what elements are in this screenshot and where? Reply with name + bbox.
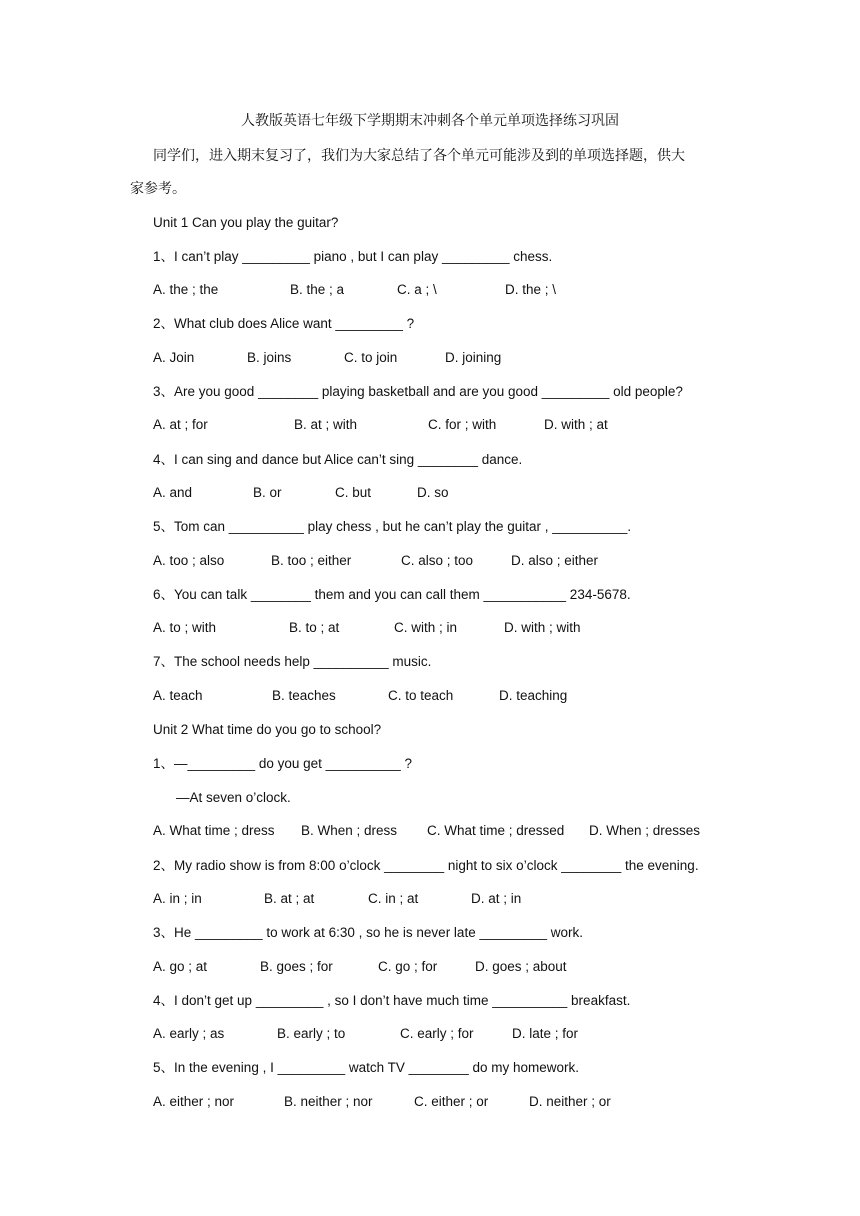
option-a: A. What time ; dress xyxy=(153,823,275,838)
unit2-heading: Unit 2 What time do you go to school? xyxy=(153,722,382,737)
option-c: C. also ; too xyxy=(401,553,474,568)
option-a: A. Join xyxy=(153,350,195,365)
option-b: B. too ; either xyxy=(271,553,352,568)
option-b: B. joins xyxy=(247,350,292,365)
option-c: C. either ; or xyxy=(414,1094,489,1109)
option-a: A. teach xyxy=(153,688,203,703)
option-b: B. When ; dress xyxy=(301,823,398,838)
option-d: D. teaching xyxy=(499,688,568,703)
option-c: C. a ; \ xyxy=(397,282,437,297)
option-c: C. in ; at xyxy=(368,891,419,906)
option-a: A. to ; with xyxy=(153,620,217,635)
option-b: B. neither ; nor xyxy=(284,1094,373,1109)
option-c: C. What time ; dressed xyxy=(427,823,565,838)
option-d: D. with ; at xyxy=(544,417,608,432)
option-d: D. goes ; about xyxy=(475,959,567,974)
question-text: 3、He _________ to work at 6:30 , so he is never late _________ work. xyxy=(153,925,584,940)
option-c: C. to join xyxy=(344,350,398,365)
option-d: D. neither ; or xyxy=(529,1094,611,1109)
dialogue-answer: —At seven o’clock. xyxy=(176,790,291,805)
option-d: D. the ; \ xyxy=(505,282,557,297)
question-text: 1、I can’t play _________ piano , but I can play _________ chess. xyxy=(153,249,553,264)
option-d: D. at ; in xyxy=(471,891,522,906)
option-a: A. and xyxy=(153,485,193,500)
intro-line-1: 同学们，进入期末复习了，我们为大家总结了各个单元可能涉及到的单项选择题，供大 xyxy=(153,148,685,164)
unit1-heading: Unit 1 Can you play the guitar? xyxy=(153,215,339,230)
question-text: 4、I can sing and dance but Alice can’t sing ________ dance. xyxy=(153,452,523,467)
option-c: C. for ; with xyxy=(428,417,497,432)
option-b: B. early ; to xyxy=(277,1026,346,1041)
question-text: 5、In the evening , I _________ watch TV ________ do my homework. xyxy=(153,1060,580,1075)
option-a: A. in ; in xyxy=(153,891,202,906)
question-text: 2、What club does Alice want _________ ? xyxy=(153,316,415,331)
option-a: A. early ; as xyxy=(153,1026,225,1041)
question-text: 1、—_________ do you get __________ ? xyxy=(153,756,412,771)
option-d: D. When ; dresses xyxy=(589,823,701,838)
option-b: B. to ; at xyxy=(289,620,340,635)
document-title: 人教版英语七年级下学期期末冲刺各个单元单项选择练习巩固 xyxy=(241,113,619,129)
option-b: B. the ; a xyxy=(290,282,345,297)
option-a: A. too ; also xyxy=(153,553,225,568)
option-d: D. also ; either xyxy=(511,553,599,568)
question-text: 4、I don’t get up _________ , so I don’t have much time __________ breakfast. xyxy=(153,993,631,1008)
option-b: B. at ; with xyxy=(294,417,358,432)
question-text: 5、Tom can __________ play chess , but he can’t play the guitar , __________. xyxy=(153,519,632,534)
option-b: B. at ; at xyxy=(264,891,315,906)
option-d: D. with ; with xyxy=(504,620,581,635)
option-a: A. the ; the xyxy=(153,282,219,297)
option-b: B. teaches xyxy=(272,688,336,703)
intro-line-2: 家参考。 xyxy=(130,181,186,197)
option-d: D. so xyxy=(417,485,449,500)
option-d: D. joining xyxy=(445,350,502,365)
question-text: 2、My radio show is from 8:00 o’clock ________ night to six o’clock ________ the evening. xyxy=(153,858,699,873)
option-a: A. either ; nor xyxy=(153,1094,235,1109)
option-c: C. to teach xyxy=(388,688,454,703)
option-c: C. but xyxy=(335,485,372,500)
option-b: B. goes ; for xyxy=(260,959,333,974)
question-text: 7、The school needs help __________ music. xyxy=(153,654,432,669)
option-d: D. late ; for xyxy=(512,1026,579,1041)
question-text: 6、You can talk ________ them and you can call them ___________ 234-5678. xyxy=(153,587,631,602)
option-a: A. go ; at xyxy=(153,959,208,974)
option-b: B. or xyxy=(253,485,282,500)
question-text: 3、Are you good ________ playing basketball and are you good _________ old people? xyxy=(153,384,683,399)
option-a: A. at ; for xyxy=(153,417,208,432)
option-c: C. with ; in xyxy=(394,620,458,635)
option-c: C. early ; for xyxy=(400,1026,474,1041)
option-c: C. go ; for xyxy=(378,959,438,974)
